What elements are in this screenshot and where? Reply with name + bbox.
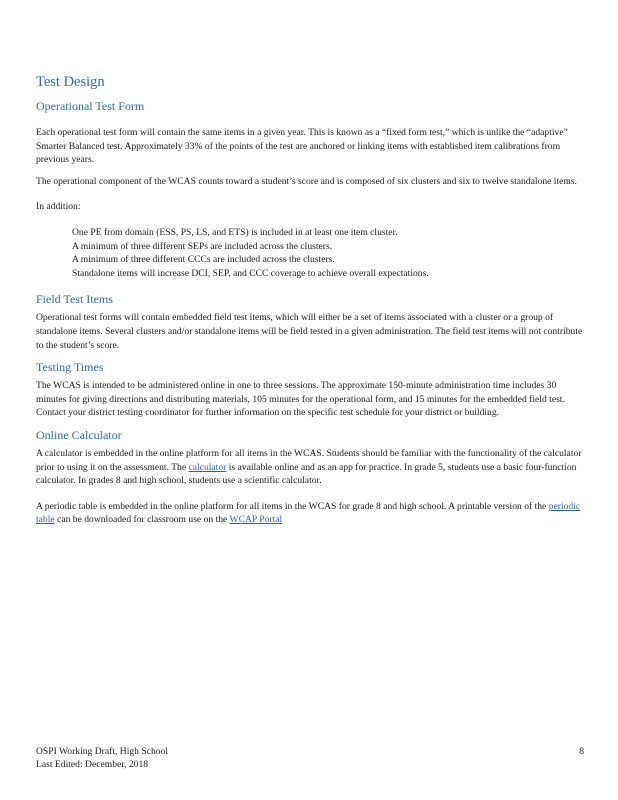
page-number: 8 xyxy=(579,746,584,757)
page-title: Test Design xyxy=(36,74,105,90)
paragraph-operational-3: In addition: xyxy=(36,201,81,213)
spacer xyxy=(36,488,584,500)
spacer xyxy=(36,420,584,428)
section-heading-calculator: Online Calculator xyxy=(36,427,122,442)
list-item-text: A minimum of three different CCCs are included across the clusters. xyxy=(72,254,335,266)
section-heading-operational: Operational Test Form xyxy=(36,99,145,113)
footer-last-edited: Last Edited: December, 2018 xyxy=(36,759,149,770)
section-heading-field-test: Field Test Items xyxy=(36,292,113,307)
spacer xyxy=(36,118,584,126)
spacer xyxy=(36,167,584,175)
paragraph-operational-2: The operational component of the WCAS counts toward a student’s score and is composed of six clusters and six to twelve standalone items. xyxy=(36,175,577,187)
list-item xyxy=(46,253,584,267)
section-field-test-items xyxy=(36,292,584,352)
list-item xyxy=(46,226,584,240)
paragraph-field-test: Operational test forms will contain embedded field test items, which will either be a set of items associated with a cluster or a group of standalone items. Several clusters and/or standalone items will be field tested in a given administration. The field test items will not contribute to the student’s score. xyxy=(36,312,583,351)
list-item xyxy=(46,267,584,281)
section-testing-times xyxy=(36,360,584,420)
list-item xyxy=(46,240,584,254)
page-content xyxy=(36,74,584,527)
list-item-text: A minimum of three different SEPs are included across the clusters. xyxy=(72,240,333,252)
list-item-text: One PE from domain (ESS, PS, LS, and ETS) is included in at least one item cluster. xyxy=(72,226,398,238)
section-operational-test-form xyxy=(36,99,584,280)
paragraph-operational-1: Each operational test form will contain the same items in a given year. This is known as a “fixed form test,” which is unlike the “adaptive” Smarter Balanced test. Approximately 33% of the points of the test are anchored or linking items with established item calibrations from previous years. xyxy=(36,127,568,166)
text-run: A calculator is embedded in the online platform for all items in the WCAS. Students should be familiar with the functionality of the calculator prior to using it on the assessment. The xyxy=(36,447,582,473)
text-run: A periodic table is embedded in the online platform for all items in the WCAS for grade 8 and high school. A printable version of the xyxy=(36,500,549,512)
section-online-calculator xyxy=(36,428,584,527)
spacer xyxy=(36,280,584,292)
page-footer xyxy=(36,745,584,771)
spacer xyxy=(36,352,584,360)
section-heading-testing-times: Testing Times xyxy=(36,360,104,375)
list-item-text: Standalone items will increase DCI, SEP, and CCC coverage to achieve overall expectations. xyxy=(72,267,429,279)
bullet-list xyxy=(36,226,584,280)
text-run: is available online and as an app for practice. In grade 5, students use a basic four-function calculator. In grades 8 and high school, students use a scientific calculator. xyxy=(36,461,577,487)
paragraph-testing-times: The WCAS is intended to be administered online in one to three sessions. The approximate 150-minute administration time includes 30 minutes for giving directions and distributing materials, 105 minutes for the operational form, and 15 minutes for the embedded field test. Contact your district testing coordinator for further information on the specific test schedule for your district or building. xyxy=(36,380,565,419)
paragraph-calculator-1 xyxy=(36,447,584,488)
spacer xyxy=(36,214,584,226)
text-run: can be downloaded for classroom use on the xyxy=(54,514,230,526)
spacer xyxy=(36,188,584,200)
paragraph-calculator-2 xyxy=(36,500,584,527)
periodic-table-link[interactable]: periodic table xyxy=(36,500,581,526)
footer-draft-label: OSPI Working Draft, High School xyxy=(36,746,169,757)
wcap-portal-link[interactable]: WCAP Portal xyxy=(229,514,283,526)
calculator-link[interactable]: calculator xyxy=(188,461,227,473)
